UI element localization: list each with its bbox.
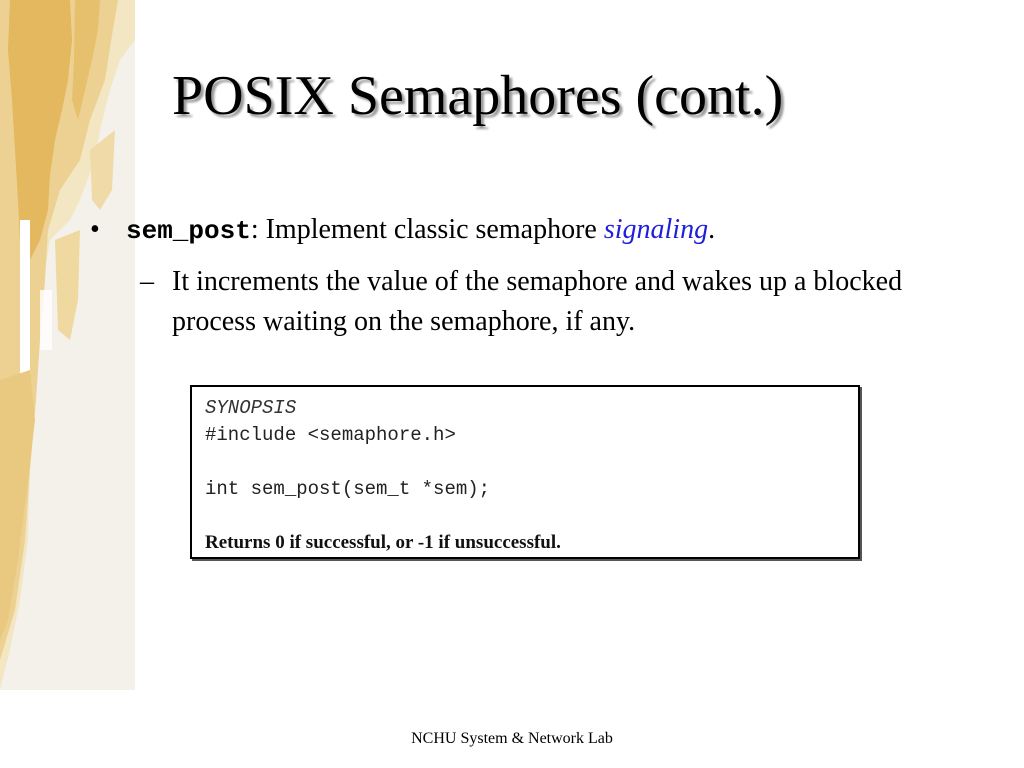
function-name: sem_post (126, 216, 251, 246)
bullet-emphasis: signaling (603, 214, 709, 245)
sub-bullet-marker: – (140, 266, 154, 297)
page-title: POSIX Semaphores (cont.) (172, 65, 784, 127)
bullet-sem-post (90, 210, 715, 251)
synopsis-box (190, 385, 860, 559)
sub-bullet (140, 262, 960, 342)
returns-line: Returns 0 if successful, or -1 if unsuccessful. (205, 532, 561, 553)
footer (0, 730, 1024, 748)
bullet-marker: • (90, 214, 100, 245)
include-line: #include <semaphore.h> (205, 424, 456, 446)
bullet-text-end: . (708, 214, 716, 245)
bullet-text: : Implement classic semaphore (250, 214, 604, 245)
decorative-gold-bars (0, 0, 135, 690)
footer-text: NCHU System & Network Lab (411, 730, 613, 747)
synopsis-heading: SYNOPSIS (205, 397, 297, 419)
sub-bullet-text: It increments the value of the semaphore and wakes up a blocked process waiting on the semaphore, if any. (172, 266, 903, 337)
prototype-line: int sem_post(sem_t *sem); (205, 478, 491, 500)
